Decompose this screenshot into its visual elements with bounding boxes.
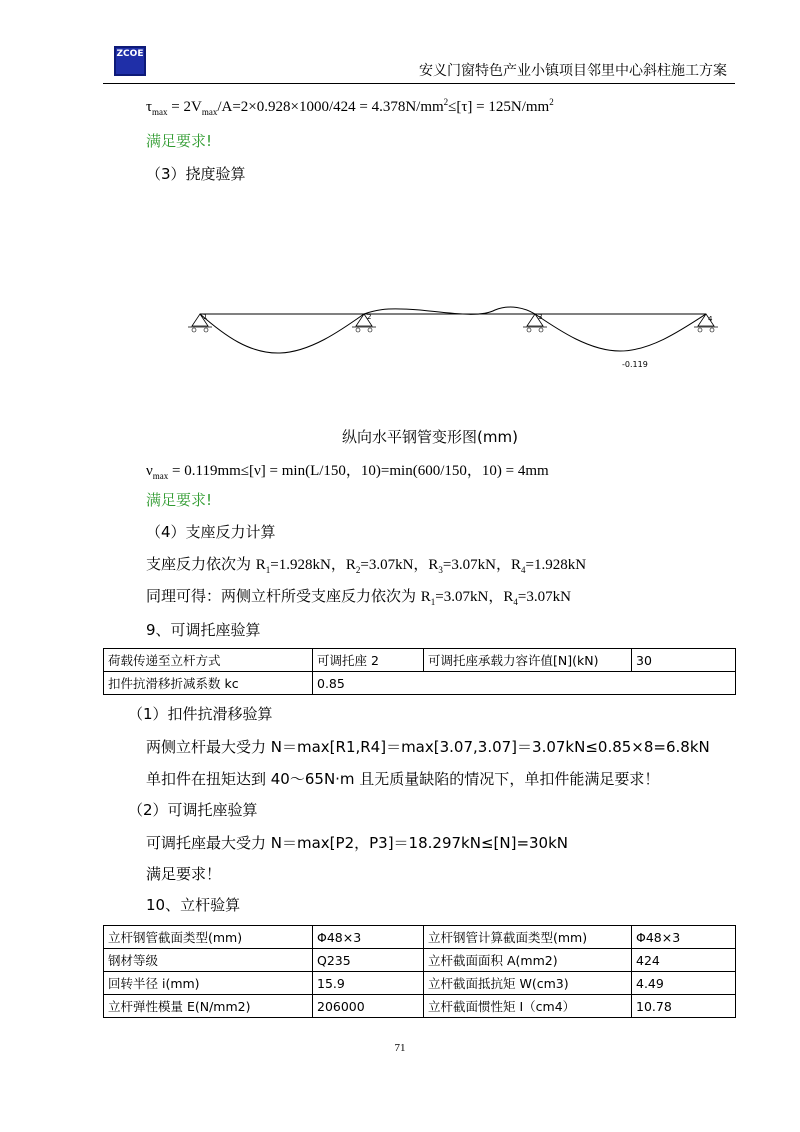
table-row: 钢材等级 Q235 立杆截面面积 A(mm2) 424 (104, 949, 736, 972)
support-label-4: 4 (708, 315, 713, 323)
reaction-line-1: 支座反力依次为 $R_1=1.928kN$，$R_2=3.07kN$，$R_3=3.07kN$，$R_4=1.928kN$ (146, 555, 587, 575)
logo-text: ZCOE (116, 49, 144, 59)
table-row: 扣件抗滑移折减系数 kc 0.85 (104, 672, 736, 695)
table-row: 回转半径 i(mm) 15.9 立杆截面抵抗矩 W(cm3) 4.49 (104, 972, 736, 995)
shear-formula: $\tau_{max} = 2V_{max}/A=2\times 0.928\times 1000/424 = 4.378N/mm^2\le[\tau] = 125N/mm^2$ (146, 97, 554, 117)
section-4-heading: （4）支座反力计算 (146, 523, 276, 541)
section-9-heading: 9、可调托座验算 (146, 621, 261, 639)
subsection-2-line-1: 可调托座最大受力 N＝max[P2，P3]＝18.297kN≤[N]=30kN (146, 834, 569, 852)
section-10-heading: 10、立杆验算 (146, 896, 241, 914)
support-4 (694, 314, 718, 332)
page-number: 71 (394, 1042, 406, 1054)
diagram-caption: 纵向水平钢管变形图(mm) (342, 428, 518, 446)
table-row: 立杆钢管截面类型(mm) Φ48×3 立杆钢管计算截面类型(mm) Φ48×3 (104, 926, 736, 949)
pole-parameter-table (103, 925, 736, 1018)
support-label-3: 3 (538, 313, 543, 321)
table-row: 立杆弹性模量 E(N/mm2) 206000 立杆截面惯性矩 I（cm4） 10.78 (104, 995, 736, 1018)
support-label-1: 1 (203, 313, 208, 321)
ok-text-1: 满足要求! (146, 132, 213, 150)
subsection-1-heading: （1）扣件抗滑移验算 (128, 705, 273, 723)
adjustable-support-table (103, 648, 736, 695)
subsection-1-line-1: 两侧立杆最大受力 N＝max[R1,R4]＝max[3.07,3.07]＝3.07kN≤0.85×8=6.8kN (146, 738, 710, 756)
support-1 (188, 313, 212, 332)
header-divider (103, 83, 735, 84)
support-2 (352, 313, 376, 332)
subsection-2-line-2: 满足要求！ (146, 865, 222, 883)
subsection-1-line-2: 单扣件在扭矩达到 40～65N·m 且无质量缺陷的情况下，单扣件能满足要求！ (146, 770, 660, 788)
section-3-heading: （3）挠度验算 (146, 165, 246, 183)
support-3 (523, 313, 547, 332)
deformation-diagram (180, 296, 720, 376)
company-logo (114, 46, 146, 76)
ok-text-2: 满足要求! (146, 491, 213, 509)
header-title: 安义门窗特色产业小镇项目邻里中心斜柱施工方案 (419, 63, 727, 79)
support-label-2: 2 (367, 313, 372, 321)
table-row: 荷载传递至立杆方式 可调托座 2 可调托座承载力容许值[N](kN) 30 (104, 649, 736, 672)
reaction-line-2: 同理可得：两侧立杆所受支座反力依次为 $R_1=3.07kN$，$R_4=3.07kN$ (146, 587, 571, 607)
deflection-formula: $\nu_{max} = 0.119mm\le[\nu] = \min(L/150$，10)=min(600/150，10) = 4mm (146, 463, 549, 481)
max-deflection-label: -0.119 (622, 360, 648, 369)
subsection-2-heading: （2）可调托座验算 (128, 801, 258, 819)
